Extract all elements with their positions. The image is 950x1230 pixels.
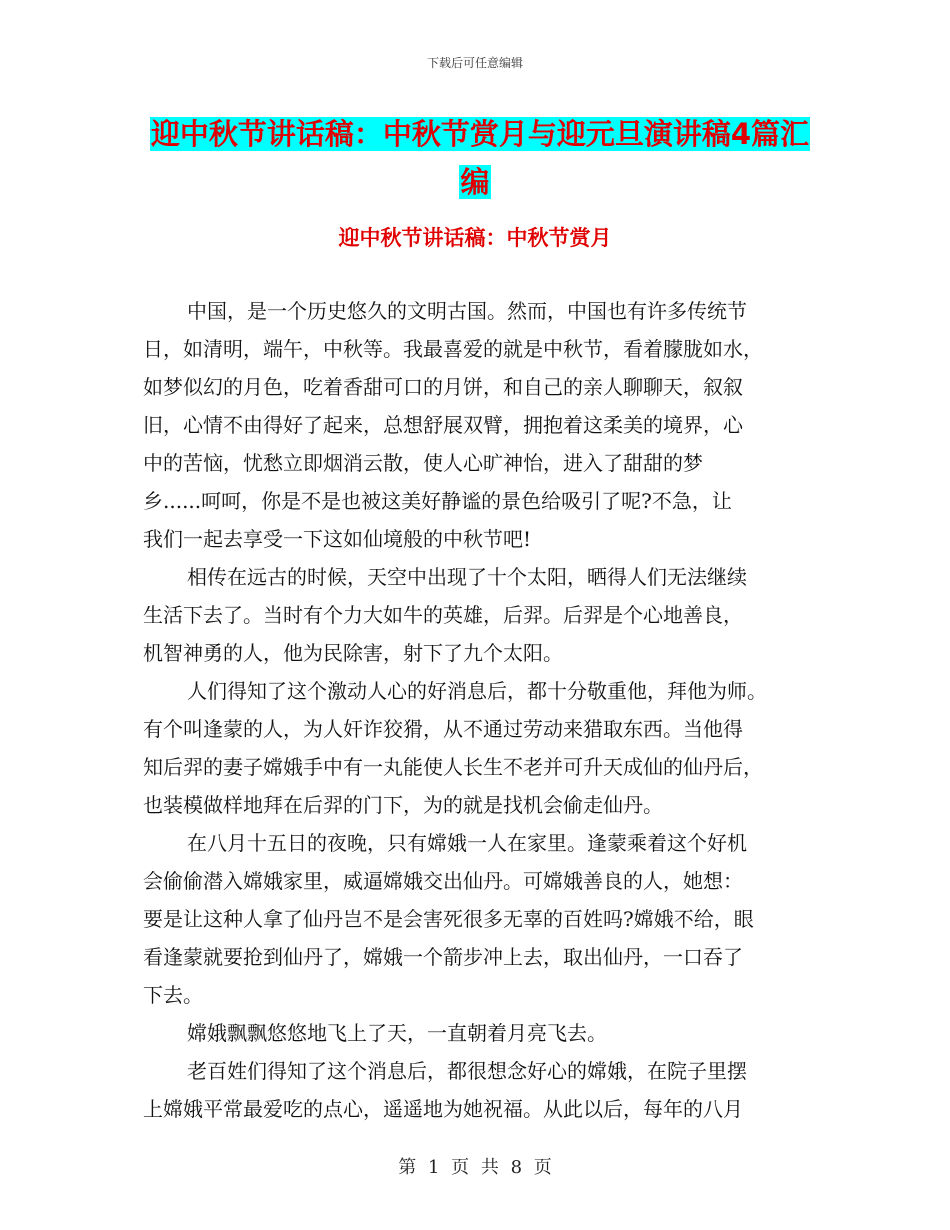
header-note: 下载后可任意编辑 <box>426 56 523 70</box>
paragraph-line: 知后羿的妻子嫦娥手中有一丸能使人长生不老并可升天成仙的仙丹后， <box>143 755 763 779</box>
title-line-1: 迎中秋节讲话稿：中秋节赏月与迎元旦演讲稿4篇汇 <box>150 117 809 151</box>
paragraph <box>143 558 807 672</box>
paragraph-line: 机智神勇的人，他为民除害，射下了九个太阳。 <box>143 641 563 665</box>
paragraph-line: 人们得知了这个激动人心的好消息后，都十分敬重他，拜他为师。 <box>187 679 767 703</box>
title-line-2: 编 <box>460 165 490 199</box>
document-title <box>140 110 810 206</box>
body-text <box>143 292 807 1128</box>
paragraph <box>143 672 807 824</box>
paragraph <box>143 1052 807 1128</box>
paragraph-line: 会偷偷潜入嫦娥家里，威逼嫦娥交出仙丹。可嫦娥善良的人，她想： <box>143 869 743 893</box>
paragraph-line: 旧，心情不由得好了起来，总想舒展双臂，拥抱着这柔美的境界，心 <box>143 413 743 437</box>
paragraph-line: 有个叫逢蒙的人，为人奸诈狡猾，从不通过劳动来猎取东西。当他得 <box>143 717 743 741</box>
paragraph-line: 生活下去了。当时有个力大如牛的英雄，后羿。后羿是个心地善良， <box>143 603 743 627</box>
paragraph-line: 如梦似幻的月色，吃着香甜可口的月饼，和自己的亲人聊聊天，叙叙 <box>143 375 743 399</box>
paragraph-line: 相传在远古的时候，天空中出现了十个太阳，晒得人们无法继续 <box>187 565 747 589</box>
paragraph-line: 日，如清明，端午，中秋等。我最喜爱的就是中秋节，看着朦胧如水， <box>143 337 763 361</box>
paragraph-line: 要是让这种人拿了仙丹岂不是会害死很多无辜的百姓吗?嫦娥不给，眼 <box>143 907 754 931</box>
paragraph <box>143 824 807 1014</box>
paragraph-line: 我们一起去享受一下这如仙境般的中秋节吧! <box>143 527 532 551</box>
section-title: 迎中秋节讲话稿：中秋节赏月 <box>338 226 612 250</box>
paragraph-line: 中的苦恼，忧愁立即烟消云散，使人心旷神怡，进入了甜甜的梦 <box>143 451 703 475</box>
paragraph-line: 中国，是一个历史悠久的文明古国。然而，中国也有许多传统节 <box>187 299 747 323</box>
paragraph-line: 下去。 <box>143 983 203 1007</box>
page-footer: 第 1 页 共 8 页 <box>398 1157 552 1178</box>
paragraph-line: 看逢蒙就要抢到仙丹了，嫦娥一个箭步冲上去，取出仙丹，一口吞了 <box>143 945 743 969</box>
paragraph <box>143 292 807 558</box>
paragraph-line: 也装模做样地拜在后羿的门下，为的就是找机会偷走仙丹。 <box>143 793 663 817</box>
paragraph-line: 嫦娥飘飘悠悠地飞上了天，一直朝着月亮飞去。 <box>187 1021 607 1045</box>
paragraph-line: 老百姓们得知了这个消息后，都很想念好心的嫦娥，在院子里摆 <box>187 1059 747 1083</box>
paragraph-line: 在八月十五日的夜晚，只有嫦娥一人在家里。逢蒙乘着这个好机 <box>187 831 747 855</box>
paragraph-line: 上嫦娥平常最爱吃的点心，遥遥地为她祝福。从此以后，每年的八月 <box>143 1097 743 1121</box>
paragraph <box>143 1014 807 1052</box>
paragraph-line: 乡......呵呵，你是不是也被这美好静谧的景色给吸引了呢?不急，让 <box>143 489 732 513</box>
